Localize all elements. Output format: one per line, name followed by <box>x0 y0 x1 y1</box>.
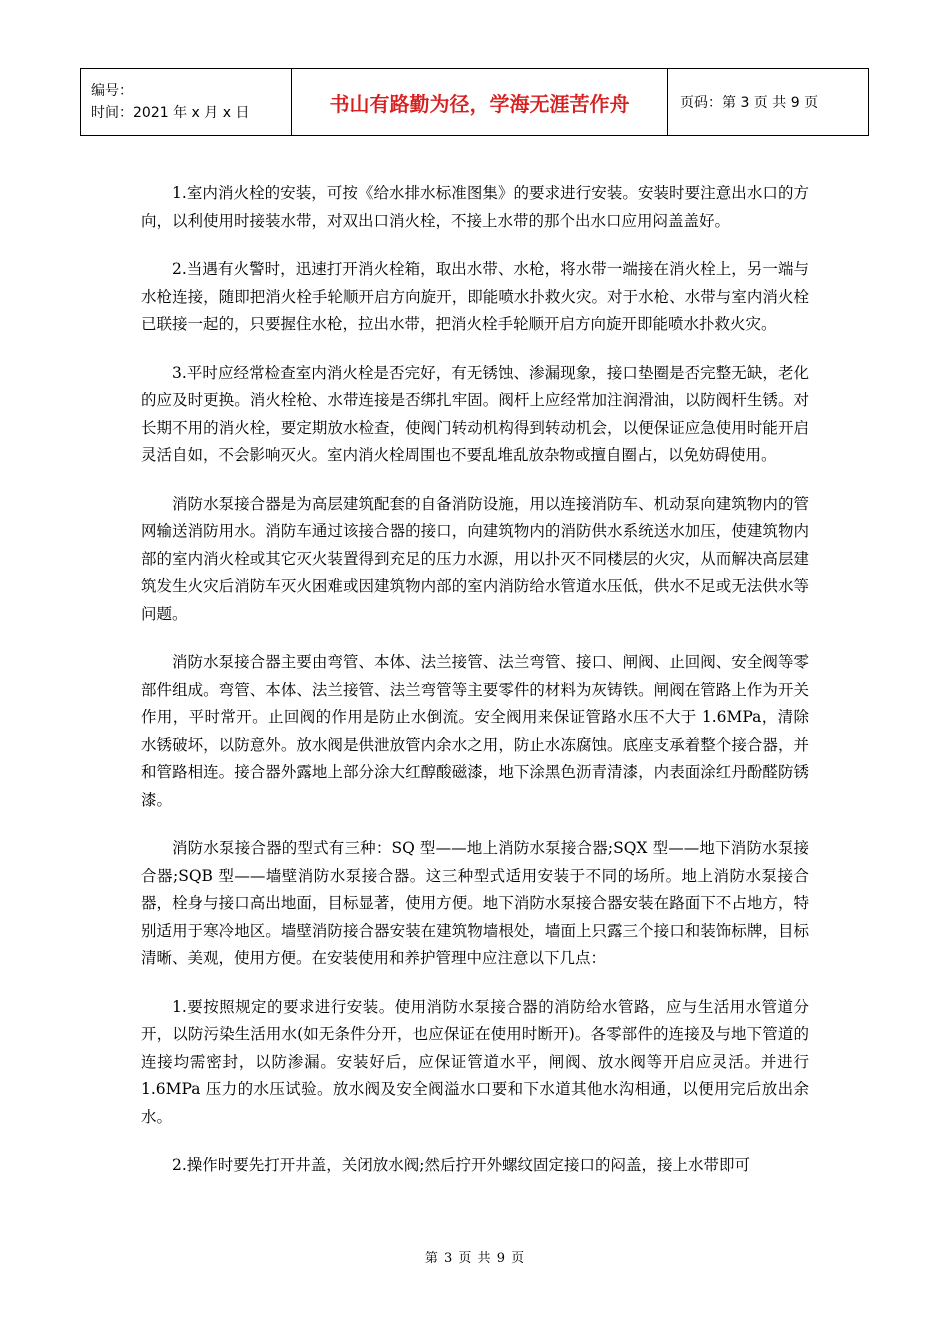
document-number-label: 编号： <box>91 83 133 99</box>
document-time-label: 时间：2021 年 x 月 x 日 <box>91 105 250 121</box>
body-paragraph: 1.室内消火栓的安装，可按《给水排水标准图集》的要求进行安装。安装时要注意出水口的方向，以利使用时接装水带，对双出口消火栓，不接上水带的那个出水口应用闷盖盖好。 <box>141 184 809 230</box>
header-page-indicator: 页码：第 3 页 共 9 页 <box>668 69 869 136</box>
body-paragraph: 消防水泵接合器的型式有三种：SQ 型——地上消防水泵接合器;SQX 型——地下消防水泵接合器;SQB 型——墙壁消防水泵接合器。这三种型式适用安装于不同的场所。地上消防水泵接合器，栓身与接口高出地面，目标显著，使用方便。地下消防水泵接合器安装在路面下不占地方，特别适用于寒冷地区。墙壁消防接合器安装在建筑物墙根处，墙面上只露三个接口和装饰标牌，目标清晰、美观，使用方便。在安装使用和养护管理中应注意以下几点： <box>141 839 809 967</box>
body-paragraph: 3.平时应经常检查室内消火栓是否完好，有无锈蚀、渗漏现象，接口垫圈是否完整无缺，老化的应及时更换。消火栓枪、水带连接是否绑扎牢固。阀杆上应经常加注润滑油，以防阀杆生锈。对长期不用的消火栓，要定期放水检查，使阀门转动机构得到转动机会，以便保证应急使用时能开启灵活自如，不会影响灭火。室内消火栓周围也不要乱堆乱放杂物或擅自圈占，以免妨碍使用。 <box>141 363 809 464</box>
document-header <box>80 68 869 136</box>
body-paragraph: 消防水泵接合器是为高层建筑配套的自备消防设施，用以连接消防车、机动泵向建筑物内的管网输送消防用水。消防车通过该接合器的接口，向建筑物内的消防供水系统送水加压，使建筑物内部的室内消火栓或其它灭火装置得到充足的压力水源，用以扑灭不同楼层的火灾，从而解决高层建筑发生火灾后消防车灭火困难或因建筑物内部的室内消防给水管道水压低，供水不足或无法供水等问题。 <box>141 494 809 623</box>
body-paragraph: 2.操作时要先打开井盖，关闭放水阀;然后拧开外螺纹固定接口的闷盖，接上水带即可 <box>172 1156 751 1174</box>
header-motto: 书山有路勤为径，学海无涯苦作舟 <box>292 69 668 136</box>
header-meta-cell <box>81 69 292 136</box>
document-body <box>141 180 809 1201</box>
body-paragraph: 2.当遇有火警时，迅速打开消火栓箱，取出水带、水枪，将水带一端接在消火栓上，另一端与水枪连接，随即把消火栓手轮顺开启方向旋开，即能喷水扑救火灾。对于水枪、水带与室内消火栓已联接一起的，只要握住水枪，拉出水带，把消火栓手轮顺开启方向旋开即能喷水扑救火灾。 <box>141 260 809 333</box>
body-paragraph: 消防水泵接合器主要由弯管、本体、法兰接管、法兰弯管、接口、闸阀、止回阀、安全阀等零部件组成。弯管、本体、法兰接管、法兰弯管等主要零件的材料为灰铸铁。闸阀在管路上作为开关作用，平时常开。止回阀的作用是防止水倒流。安全阀用来保证管路水压不大于 1.6MPa，清除水锈破坏，以防意外。放水阀是供泄放管内余水之用，防止水冻腐蚀。底座支承着整个接合器，并和管路相连。接合器外露地上部分涂大红醇酸磁漆，地下涂黑色沥青清漆，内表面涂红丹酚醛防锈漆。 <box>141 653 809 809</box>
page-footer: 第 3 页 共 9 页 <box>424 1251 526 1266</box>
body-paragraph: 1.要按照规定的要求进行安装。使用消防水泵接合器的消防给水管路，应与生活用水管道分开，以防污染生活用水(如无条件分开，也应保证在使用时断开)。各零部件的连接及与地下管道的连接均需密封，以防渗漏。安装好后，应保证管道水平，闸阀、放水阀等开启应灵活。并进行 1.6MPa 压力的水压试验。放水阀及安全阀溢水口要和下水道其他水沟相通，以便用完后放出余水。 <box>141 997 809 1126</box>
